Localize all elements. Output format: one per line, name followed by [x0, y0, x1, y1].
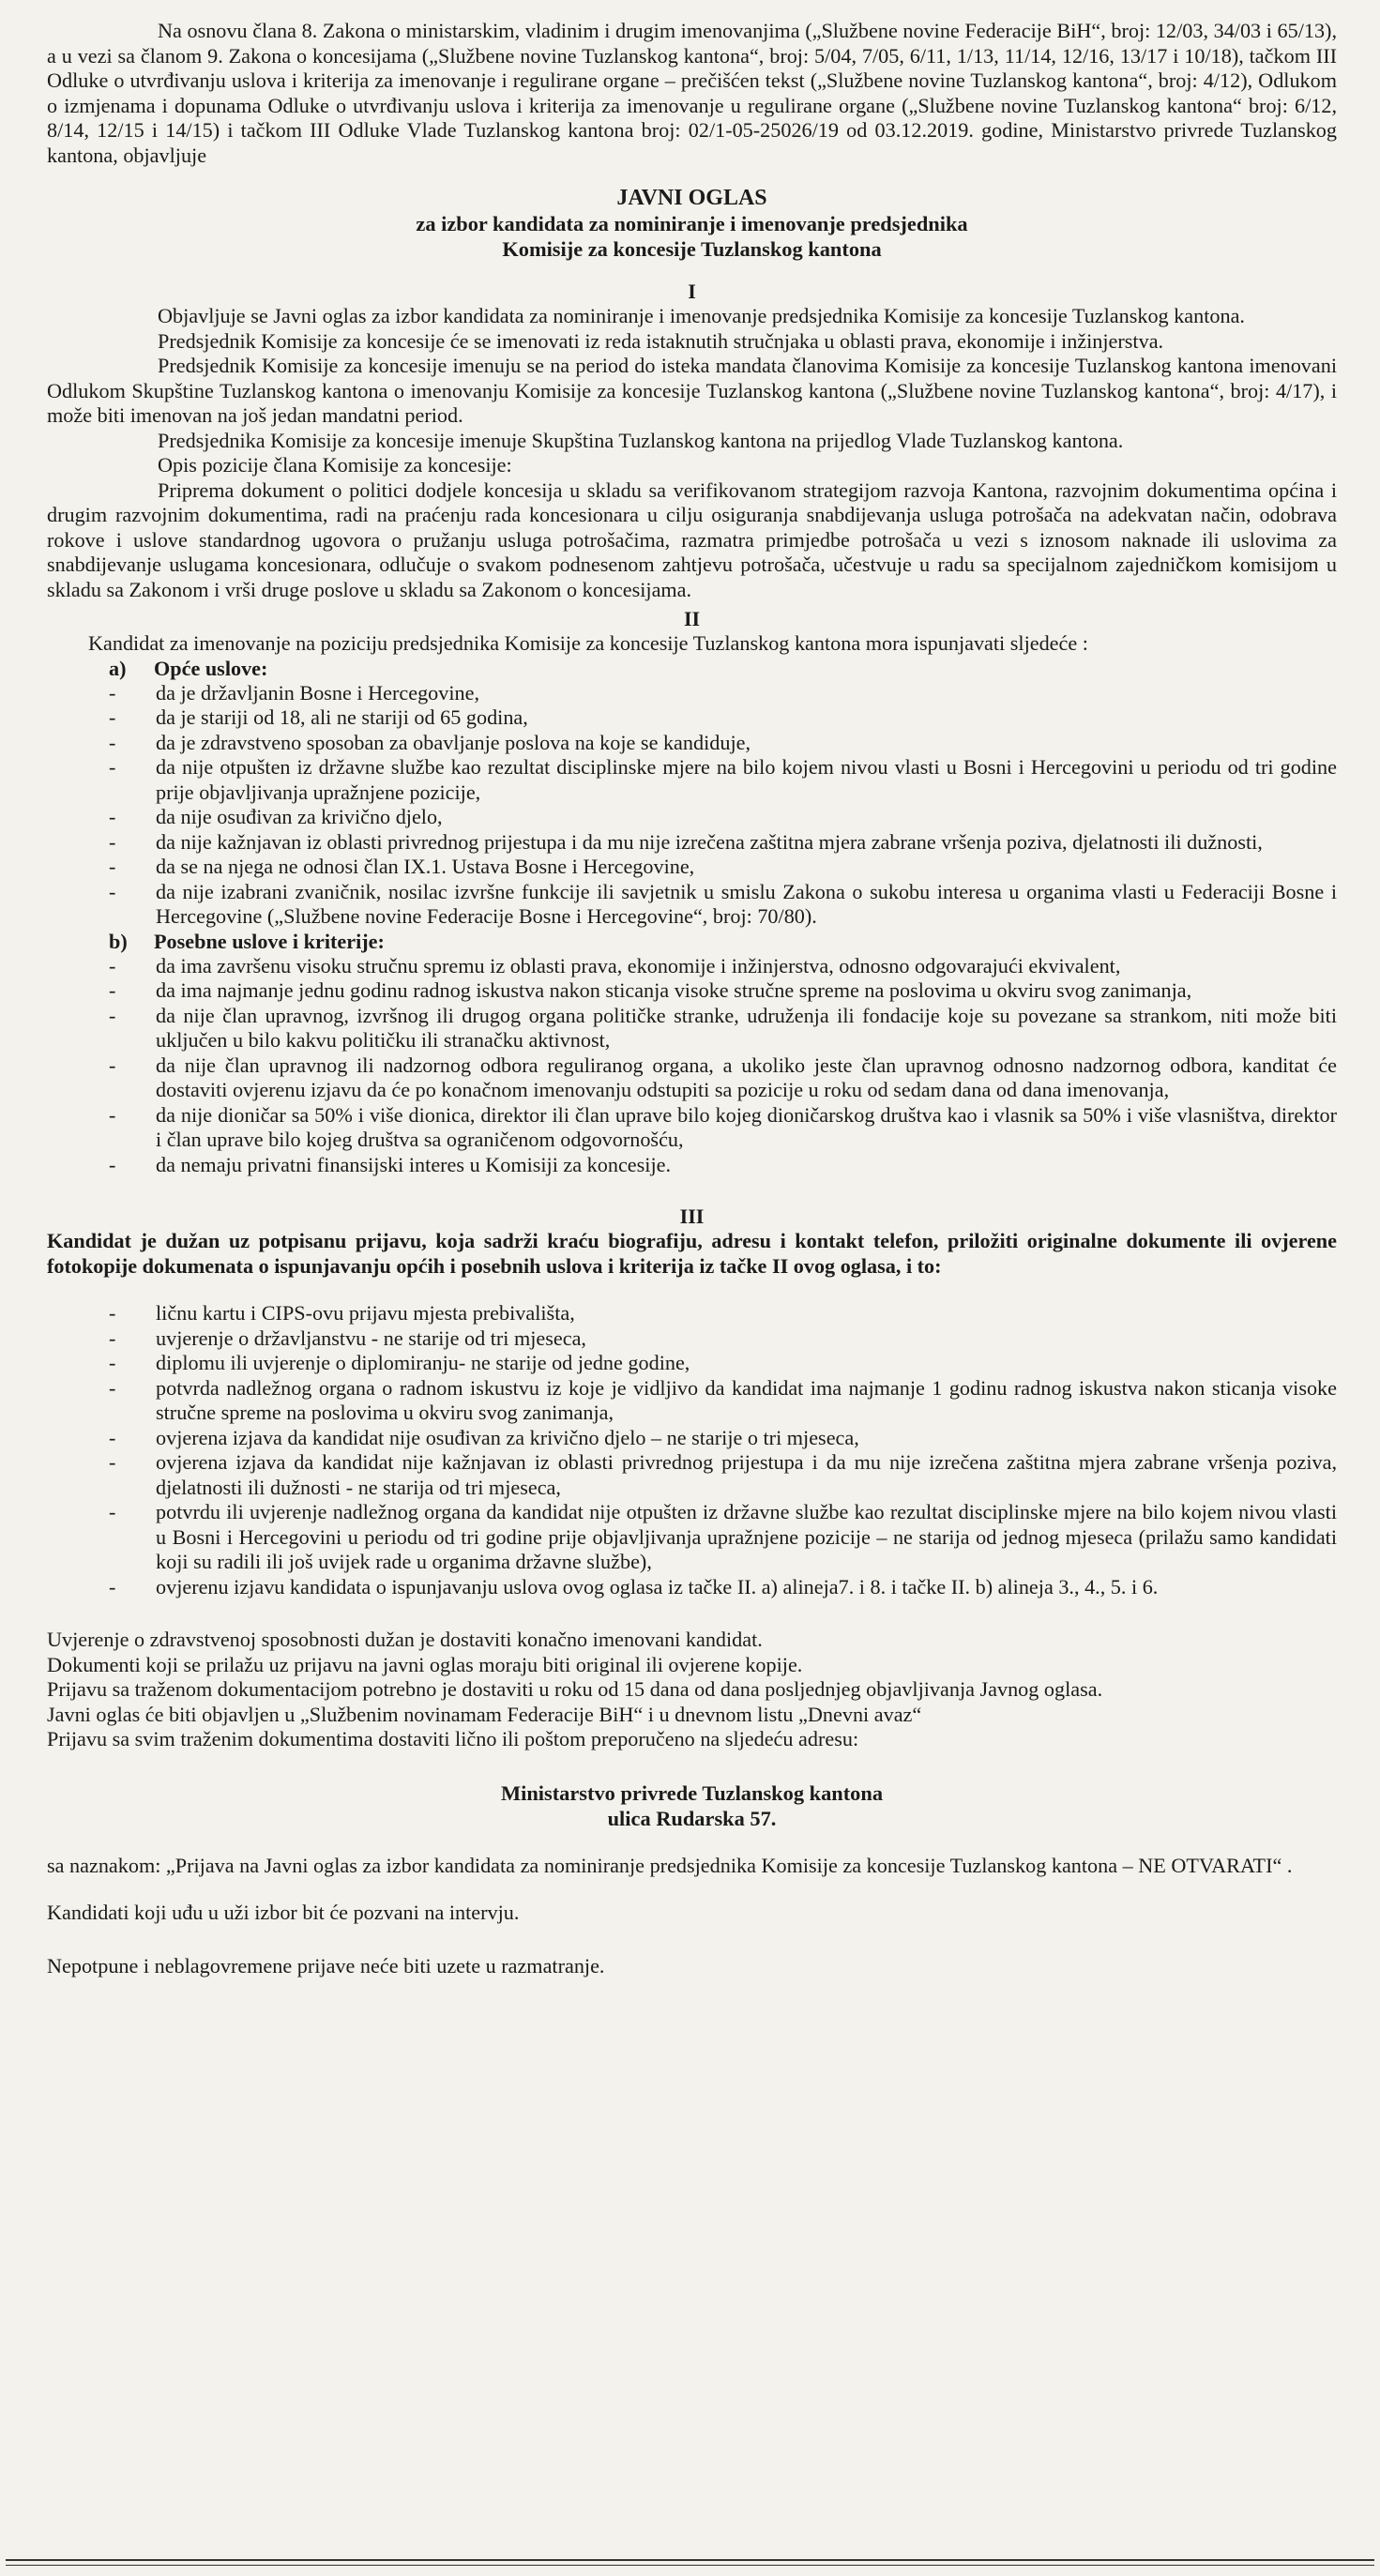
list-item: - da nije osuđivan za krivično djelo,: [109, 805, 443, 828]
list-item: - da nije dioničar sa 50% i više dionica, direktor ili član uprave bilo kojeg dioničarskog društva kao i vlasnik sa 50% i više vlasništva, direktor i član uprave bilo kojeg društva sa ograničenom odgovornošću,: [109, 1102, 1337, 1151]
general-conditions-list: [47, 681, 1337, 930]
list-item: - da nije član upravnog, izvršnog ili drugog organa političke stranke, udruženja ili fondacije koje su povezane sa strankom, niti može biti uključen u bilo kakvu političku ili stranačku aktivnost,: [109, 1003, 1337, 1052]
section-1-paragraph-1: Objavljuje se Javni oglas za izbor kandidata za nominiranje i imenovanje predsjednika Komisije za koncesije Tuzlanskog kantona.: [158, 304, 1245, 327]
address-ministry: Ministarstvo privrede Tuzlanskog kantona: [500, 1780, 884, 1805]
deadline-note: Prijavu sa traženom dokumentacijom potrebno je dostaviti u roku od 15 dana od dana posljednjeg objavljivanja Javnog oglasa.: [47, 1677, 1103, 1701]
section-2-numeral: II: [683, 607, 701, 630]
list-item: - ovjerena izjava da kandidat nije osuđivan za krivično djelo – ne starije o tri mjeseca,: [109, 1425, 859, 1449]
publication-note: Javni oglas će biti objavljen u „Službenim novinamam Federacije BiH“ i u dnevnom listu „Dnevni avaz“: [47, 1702, 922, 1726]
list-item: - da se na njega ne odnosi član IX.1. Ustava Bosne i Hercegovine,: [109, 855, 695, 878]
section-1-numeral: I: [688, 280, 696, 303]
delivery-note: Prijavu sa svim traženim dokumentima dostaviti lično ili poštom preporučeno na sljedeću adresu:: [47, 1727, 859, 1750]
list-letter-b: b): [109, 929, 128, 953]
list-item: - da nije kažnjavan iz oblasti privrednog prijestupa i da mu nije izrečena zaštitna mjera zabrane vršenja poziva, djelatnosti ili dužnosti,: [109, 829, 1263, 854]
list-item: - uvjerenje o državljanstvu - ne starije od tri mjeseca,: [109, 1326, 586, 1350]
special-conditions-list: [47, 954, 1337, 1178]
section-1-paragraph-3: Predsjednik Komisije za koncesije imenuju se na period do isteka mandata članovima Komisije za koncesije Tuzlanskog kantona imenovani Odlukom Skupštine Tuzlanskog kantona o imenovanju Komisije za koncesije Tuzlanskog kantona („Službene novine Tuzlanskog kantona“, broj: 4/17), i može biti imenovan na još jedan mandatni period.: [47, 354, 1337, 427]
list-item: - da je zdravstveno sposoban za obavljanje poslova na koje se kandiduje,: [109, 730, 751, 754]
envelope-mark-note: sa naznakom: „Prijava na Javni oglas za izbor kandidata za nominiranje predsjednika Komisije za koncesije Tuzlanskog kantona – NE OTVARATI“ .: [47, 1853, 1293, 1877]
list-letter-a: a): [109, 656, 127, 680]
notice-subtitle-line-2: Komisije za koncesije Tuzlanskog kantona: [502, 237, 882, 261]
notice-subtitle-line-1: za izbor kandidata za nominiranje i imenovanje predsjednika: [416, 212, 968, 235]
notice-title: JAVNI OGLAS: [616, 186, 767, 210]
page-bottom-border: [6, 2559, 1374, 2566]
section-1-paragraph-4: Predsjednika Komisije za koncesije imenuje Skupština Tuzlanskog kantona na prijedlog Vlade Tuzlanskog kantona.: [158, 428, 1124, 452]
section-2-intro: Kandidat za imenovanje na poziciju predsjednika Komisije za koncesije Tuzlanskog kantona mora ispunjavati sljedeće :: [88, 631, 1088, 655]
special-conditions-label: Posebne uslove i kriterije:: [154, 929, 385, 953]
list-item: - da ima završenu visoku stručnu spremu iz oblasti prava, ekonomije i inžinjerstva, odnosno odgovarajući ekvivalent,: [109, 953, 1121, 977]
list-item: - da je stariji od 18, ali ne stariji od 65 godina,: [109, 705, 528, 729]
list-item: - da nije član upravnog ili nadzornog odbora reguliranog organa, a ukoliko jeste član upravnog odnosno nadzornog odbora, kanditat će dostaviti ovjerenu izjavu da će po konačnom imenovanju odstupiti sa pozicije u roku od sedam dana od dana imenovanja,: [109, 1053, 1337, 1101]
interview-note: Kandidati koji uđu u uži izbor bit će pozvani na intervju.: [47, 1901, 520, 1924]
list-item: - ovjerena izjava da kandidat nije kažnjavan iz oblasti privrednog prijestupa i da mu nije izrečena zaštitna mjera zabrane vršenja poziva, djelatnosti ili dužnosti - ne starija od tri mjeseca,: [109, 1450, 1337, 1499]
list-item: - diplomu ili uvjerenje o diplomiranju- ne starije od jedne godine,: [109, 1351, 690, 1374]
documents-note: Dokumenti koji se prilažu uz prijavu na javni oglas moraju biti original ili ovjerene kopije.: [47, 1652, 803, 1676]
list-item: - da nemaju privatni finansijski interes u Komisiji za koncesije.: [109, 1152, 672, 1176]
list-item: - potvrda nadležnog organa o radnom iskustvu iz koje je vidljivo da kandidat ima najmanje 1 godinu radnog iskustva nakon sticanja visoke stručne spreme na poslovima u okviru svog zanimanja,: [109, 1375, 1337, 1424]
required-documents-list: [47, 1301, 1337, 1599]
list-item: - potvrdu ili uvjerenje nadležnog organa da kandidat nije otpušten iz državne službe kao rezultat disciplinske mjere na bilo kojem nivou vlasti u Bosni i Hercegovini u periodu od tri godine prije objavljivanja upražnjene pozicije – ne starija od jednog mjeseca (prilažu samo kandidati koji su radili ili još uvijek rade u organima državne službe),: [109, 1500, 1337, 1573]
preamble-paragraph: Na osnovu člana 8. Zakona o ministarskim, vladinim i drugim imenovanjima („Službene novine Federacije BiH“, broj: 12/03, 34/03 i 65/13), a u vezi sa članom 9. Zakona o koncesijama („Službene novine Tuzlanskog kantona“, broj: 5/04, 7/05, 6/11, 1/13, 11/14, 12/16, 13/17 i 10/18), tačkom III Odluke o utvrđivanju uslova i kriterija za imenovanje i regulirane organe – prečišćen tekst („Službene novine Tuzlanskog kantona“, broj: 4/12), Odlukom o izmjenama i dopunama Odluke o utvrđivanju uslova i kriterija za imenovanje u regulirane organe („Službene novine Tuzlanskog kantona“ broj: 6/12, 8/14, 12/15 i 14/15) i tačkom III Odluke Vlade Tuzlanskog kantona broj: 02/1-05-25026/19 od 03.12.2019. godine, Ministarstvo privrede Tuzlanskog kantona, objavljuje: [47, 19, 1337, 167]
list-item: - ličnu kartu i CIPS-ovu prijavu mjesta prebivališta,: [109, 1301, 575, 1325]
position-description-heading: Opis pozicije člana Komisije za koncesije:: [158, 453, 512, 477]
incomplete-applications-note: Nepotpune i neblagovremene prijave neće biti uzete u razmatranje.: [47, 1953, 605, 1977]
health-certificate-note: Uvjerenje o zdravstvenoj sposobnosti dužan je dostaviti konačno imenovani kandidat.: [47, 1628, 763, 1651]
public-notice-document: [47, 19, 1337, 2552]
position-description-text: Priprema dokument o politici dodjele koncesija u skladu sa verifikovanom strategijom razvoja Kantona, razvojnim dokumentima općina i drugim razvojnim dokumentima, radi na praćenju rada koncesionara u cilju osiguranja snabdijevanja usluga potrošača na adekvatan način, odobrava rokove i uslove standardnog ugovora o pružanju usluga potrošačima, razmatra primjedbe potrošača u vezi s iznosom naknade ili uslovima za snabdijevanje uslugama koncesionara, odlučuje o svakom podnesenom zahtjevu potrošača, učestvuje u radu sa specijalnom zajedničkom komisijom u skladu sa Zakonom i vrši druge poslove u skladu sa Zakonom o koncesijama.: [47, 477, 1337, 601]
address-street: ulica Rudarska 57.: [607, 1806, 777, 1830]
list-item: - ovjerenu izjavu kandidata o ispunjavanju uslova ovog oglasa iz tačke II. a) alineja7. i 8. i tačke II. b) alineja 3., 4., 5. i 6.: [109, 1574, 1159, 1599]
general-conditions-label: Opće uslove:: [154, 656, 268, 680]
special-conditions-heading: [109, 930, 1337, 954]
general-conditions-heading: [109, 657, 1337, 681]
list-item: - da ima najmanje jednu godinu radnog iskustva nakon sticanja visoke stručne spreme na poslovima u okviru svog zanimanja,: [109, 978, 1192, 1002]
list-item: - da nije otpušten iz državne službe kao rezultat disciplinske mjere na bilo kojem nivou vlasti u Bosni i Hercegovini u periodu od tri godine prije objavljivanja upražnjene pozicije,: [109, 755, 1337, 804]
section-3-numeral: III: [679, 1205, 705, 1228]
list-item: - da je državljanin Bosne i Hercegovine,: [109, 680, 480, 705]
section-3-intro: Kandidat je dužan uz potpisanu prijavu, koja sadrži kraću biografiju, adresu i kontakt telefon, priložiti originalne dokumente ili ovjerene fotokopije dokumenata o ispunjavanju općih i posebnih uslova i kriterija iz tačke II ovog oglasa, i to:: [47, 1229, 1337, 1278]
section-1-paragraph-2: Predsjednik Komisije za koncesije će se imenovati iz reda istaknutih stručnjaka u oblasti prava, ekonomije i inžinjerstva.: [158, 328, 1164, 353]
list-item: - da nije izabrani zvaničnik, nosilac izvršne funkcije ili savjetnik u smislu Zakona o sukobu interesa u organima vlasti u Federaciji Bosne i Hercegovine („Službene novine Federacije Bosne i Hercegovine“, broj: 70/80).: [109, 879, 1337, 928]
